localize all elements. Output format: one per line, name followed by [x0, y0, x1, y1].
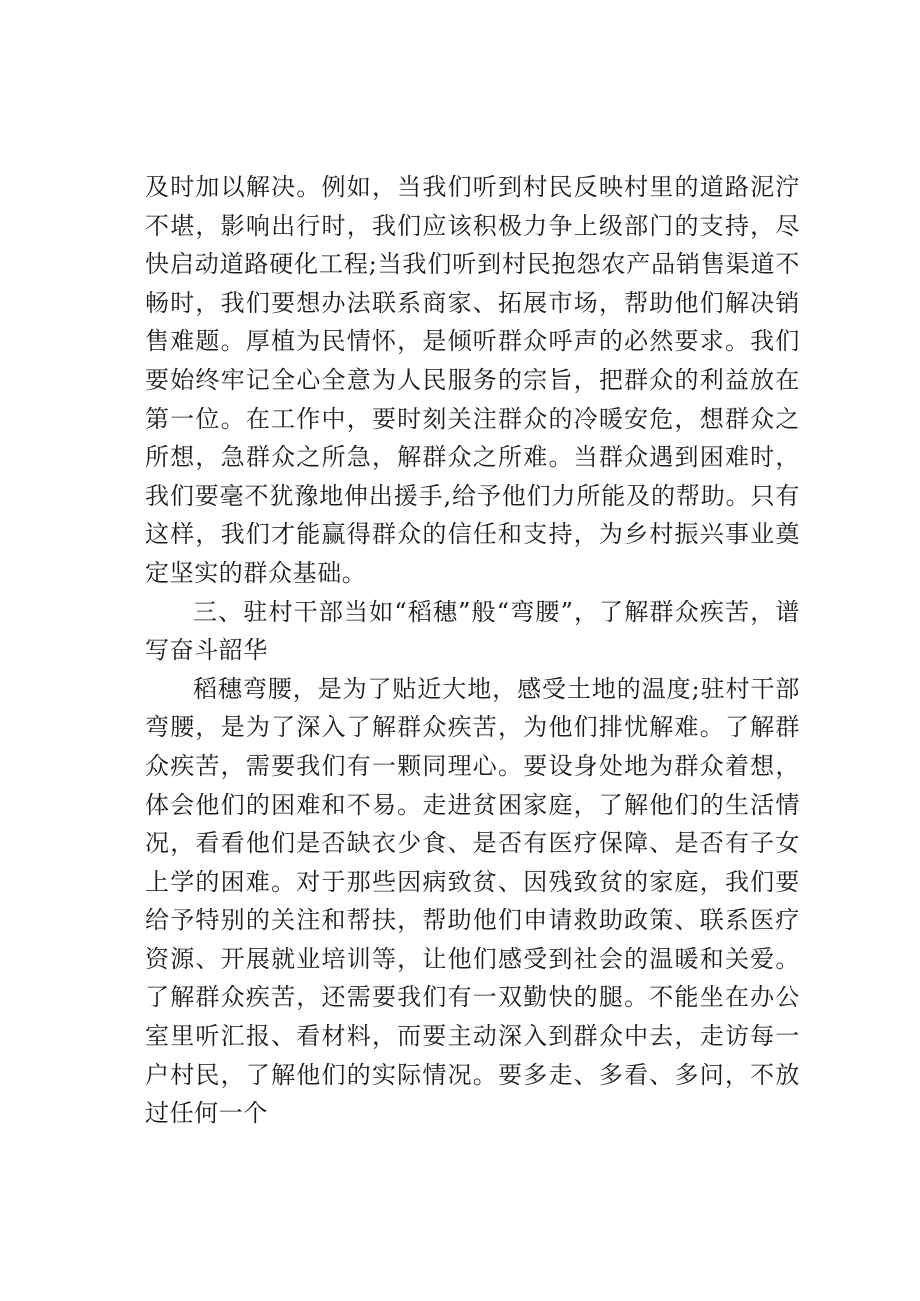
document-body	[145, 168, 800, 1133]
section-heading: 三、驻村干部当如“稻穗”般“弯腰”，了解群众疾苦，谱写奋斗韶华	[145, 597, 800, 665]
paragraph-body: 稻穗弯腰，是为了贴近大地，感受土地的温度;驻村干部弯腰，是为了深入了解群众疾苦，为他们排忧解难。了解群众疾苦，需要我们有一颗同理心。要设身处地为群众着想，体会他们的困难和不易。走进贫困家庭，了解他们的生活情况，看看他们是否缺衣少食、是否有医疗保障、是否有子女上学的困难。对于那些因病致贫、因残致贫的家庭，我们要给予特别的关注和帮扶，帮助他们申请救助政策、联系医疗资源、开展就业培训等，让他们感受到社会的温暖和关爱。了解群众疾苦，还需要我们有一双勤快的腿。不能坐在办公室里听汇报、看材料，而要主动深入到群众中去，走访每一户村民，了解他们的实际情况。要多走、多看、多问，不放过任何一个	[145, 674, 800, 1128]
paragraph-continuation: 及时加以解决。例如，当我们听到村民反映村里的道路泥泞不堪，影响出行时，我们应该积极力争上级部门的支持，尽快启动道路硬化工程;当我们听到村民抱怨农产品销售渠道不畅时，我们要想办法联系商家、拓展市场，帮助他们解决销售难题。厚植为民情怀，是倾听群众呼声的必然要求。我们要始终牢记全心全意为人民服务的宗旨，把群众的利益放在第一位。在工作中，要时刻关注群众的冷暖安危，想群众之所想，急群众之所急，解群众之所难。当群众遇到困难时，我们要毫不犹豫地伸出援手,给予他们力所能及的帮助。只有这样，我们才能赢得群众的信任和支持，为乡村振兴事业奠定坚实的群众基础。	[145, 173, 800, 587]
